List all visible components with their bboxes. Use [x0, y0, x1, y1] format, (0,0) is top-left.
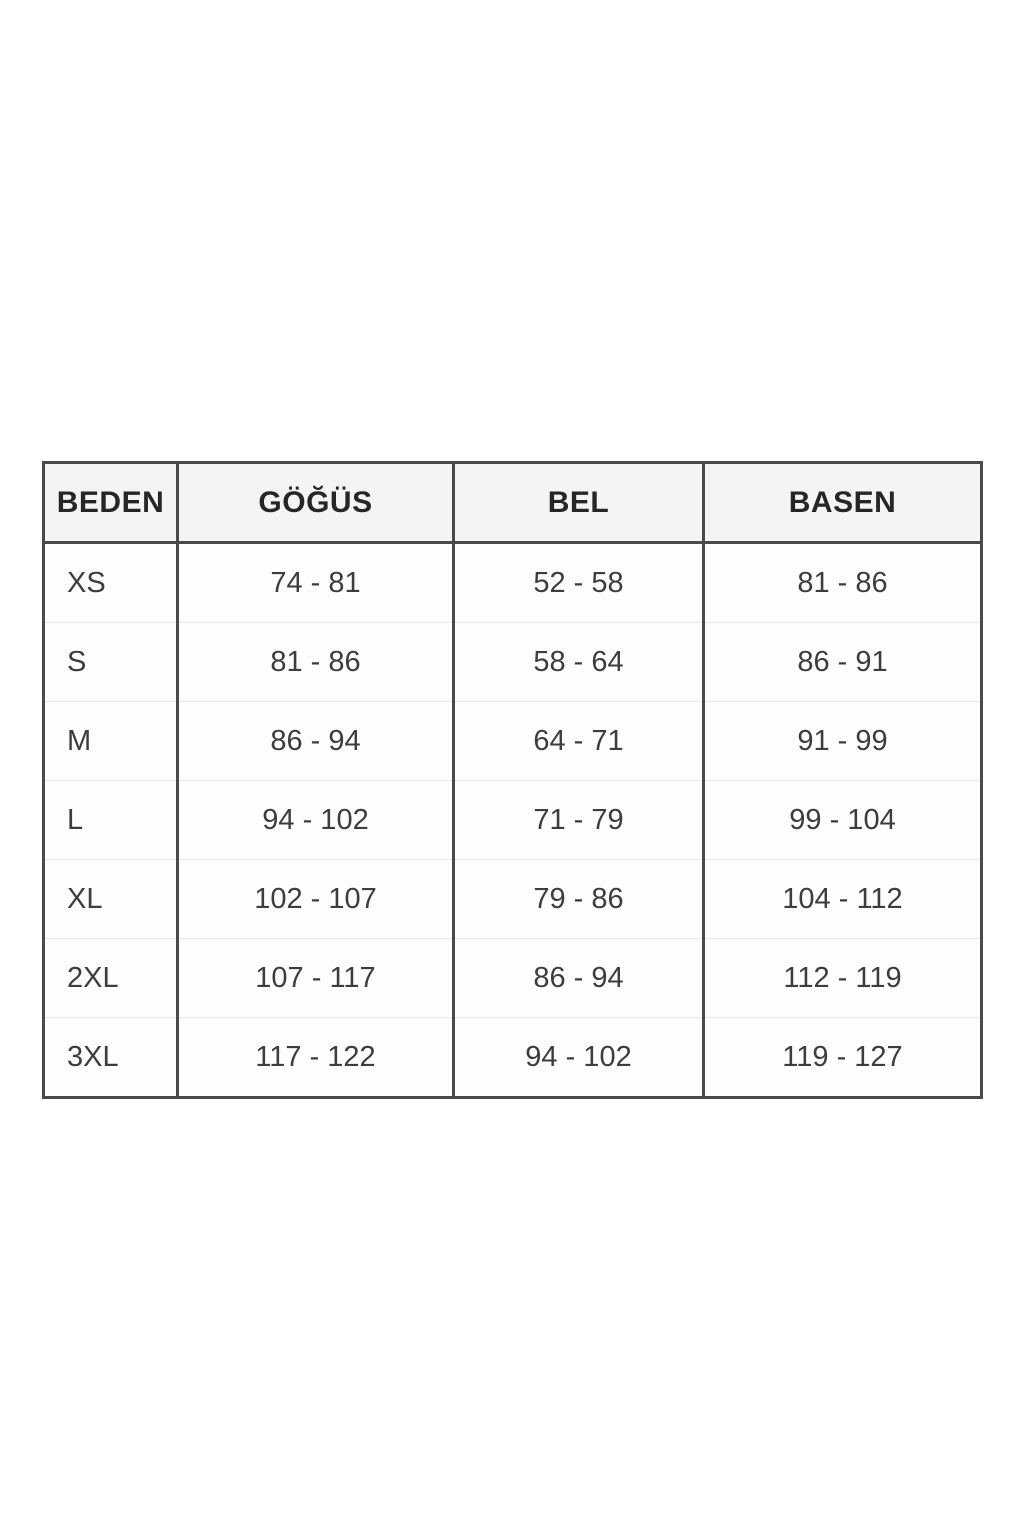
size-cell-label: 3XL [44, 1018, 178, 1098]
size-row-xs [44, 543, 982, 623]
size-cell-gogus: 74 - 81 [178, 543, 454, 623]
size-row-xl [44, 860, 982, 939]
size-cell-bel: 71 - 79 [454, 781, 704, 860]
size-cell-basen: 99 - 104 [704, 781, 982, 860]
size-cell-basen: 91 - 99 [704, 702, 982, 781]
size-chart-table-container [42, 461, 980, 1088]
header-row [44, 463, 982, 543]
size-cell-label: M [44, 702, 178, 781]
size-cell-gogus: 107 - 117 [178, 939, 454, 1018]
size-cell-label: S [44, 623, 178, 702]
size-cell-bel: 86 - 94 [454, 939, 704, 1018]
size-cell-basen: 119 - 127 [704, 1018, 982, 1098]
size-cell-basen: 81 - 86 [704, 543, 982, 623]
size-cell-gogus: 94 - 102 [178, 781, 454, 860]
size-cell-gogus: 102 - 107 [178, 860, 454, 939]
size-row-s [44, 623, 982, 702]
size-cell-bel: 94 - 102 [454, 1018, 704, 1098]
size-row-3xl [44, 1018, 982, 1098]
size-row-2xl [44, 939, 982, 1018]
size-cell-gogus: 81 - 86 [178, 623, 454, 702]
size-row-m [44, 702, 982, 781]
column-header-basen: BASEN [704, 463, 982, 543]
size-cell-label: L [44, 781, 178, 860]
size-cell-basen: 86 - 91 [704, 623, 982, 702]
size-row-l [44, 781, 982, 860]
size-cell-label: XS [44, 543, 178, 623]
size-cell-bel: 52 - 58 [454, 543, 704, 623]
size-cell-basen: 104 - 112 [704, 860, 982, 939]
size-cell-bel: 58 - 64 [454, 623, 704, 702]
size-cell-label: 2XL [44, 939, 178, 1018]
size-cell-bel: 64 - 71 [454, 702, 704, 781]
size-cell-basen: 112 - 119 [704, 939, 982, 1018]
size-cell-gogus: 86 - 94 [178, 702, 454, 781]
size-cell-label: XL [44, 860, 178, 939]
size-cell-gogus: 117 - 122 [178, 1018, 454, 1098]
size-chart-table [42, 461, 983, 1099]
size-cell-bel: 79 - 86 [454, 860, 704, 939]
column-header-bel: BEL [454, 463, 704, 543]
column-header-beden: BEDEN [44, 463, 178, 543]
column-header-gogus: GÖĞÜS [178, 463, 454, 543]
